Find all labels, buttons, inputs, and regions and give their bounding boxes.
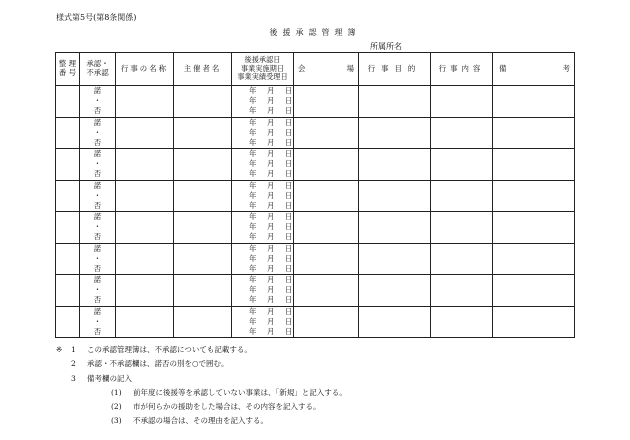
date-line [232, 307, 293, 317]
event-name-cell [116, 86, 174, 118]
content-cell [431, 117, 493, 149]
date-line [232, 128, 293, 138]
purpose-cell [359, 275, 431, 307]
date-part: 月 [267, 96, 275, 106]
date-part: 日 [285, 316, 293, 326]
date-part: 月 [267, 149, 275, 159]
col-dates-line: 事業実績受理日 [237, 72, 288, 82]
venue-cell [294, 86, 359, 118]
organizer-cell [174, 243, 232, 275]
approval-mark: ・ [93, 190, 102, 200]
approval-mark: 否 [93, 106, 102, 116]
approval-mark: ・ [93, 222, 102, 232]
purpose-cell [359, 117, 431, 149]
content-cell [431, 180, 493, 212]
remarks-cell [493, 117, 575, 149]
approval-mark: ・ [93, 127, 102, 137]
date-part: 月 [267, 106, 275, 116]
approval-mark: 否 [93, 232, 102, 242]
date-part: 月 [267, 275, 275, 285]
date-part: 日 [285, 326, 293, 336]
form-number: 様式第5号(第8条関係) [56, 13, 137, 22]
approval-mark: 諾 [93, 86, 102, 96]
dates-cell [232, 149, 294, 181]
remarks-cell [493, 149, 575, 181]
remarks-cell [493, 180, 575, 212]
col-purpose-header: 行事目的 [359, 53, 431, 86]
col-dates-line: 後援承認日 [244, 55, 281, 65]
date-part: 日 [285, 180, 293, 190]
venue-cell [294, 275, 359, 307]
dates-cell [232, 243, 294, 275]
col-approval-line: 承認・ [86, 59, 109, 69]
date-part: 日 [285, 243, 293, 253]
approval-mark: 諾 [93, 117, 102, 127]
date-line [232, 327, 293, 337]
date-line [232, 149, 293, 159]
date-part: 日 [285, 96, 293, 106]
approval-mark: 諾 [93, 149, 102, 159]
table-row [56, 117, 575, 149]
header-row [56, 53, 575, 86]
col-venue-char: 会 [298, 63, 306, 73]
remarks-cell [493, 212, 575, 244]
purpose-cell [359, 86, 431, 118]
event-name-cell [116, 117, 174, 149]
organizer-cell [174, 149, 232, 181]
approval-mark: 否 [93, 137, 102, 147]
purpose-cell [359, 212, 431, 244]
date-line [232, 232, 293, 242]
date-part: 年 [249, 263, 257, 273]
content-cell [431, 86, 493, 118]
date-line [232, 106, 293, 116]
date-part: 日 [285, 106, 293, 116]
approval-mark: 諾 [93, 275, 102, 285]
date-part: 月 [267, 285, 275, 295]
date-part: 月 [267, 127, 275, 137]
dates-cell [232, 180, 294, 212]
date-line [232, 212, 293, 222]
register-body [56, 86, 575, 338]
date-part: 日 [285, 169, 293, 179]
date-part: 年 [249, 200, 257, 210]
approval-cell [80, 243, 116, 275]
note-number: 2 [71, 359, 76, 369]
date-part: 年 [249, 253, 257, 263]
approval-cell [80, 306, 116, 338]
approval-mark: ・ [93, 316, 102, 326]
date-part: 月 [267, 137, 275, 147]
date-line [232, 201, 293, 211]
purpose-cell [359, 243, 431, 275]
note-subnumber: (3) [111, 416, 122, 426]
remarks-cell [493, 275, 575, 307]
date-line [232, 295, 293, 305]
date-line [232, 86, 293, 96]
number-cell [56, 306, 80, 338]
date-part: 日 [285, 253, 293, 263]
date-line [232, 191, 293, 201]
date-part: 月 [267, 169, 275, 179]
dates-cell [232, 117, 294, 149]
remarks-cell [493, 86, 575, 118]
date-part: 月 [267, 190, 275, 200]
number-cell [56, 149, 80, 181]
purpose-cell [359, 180, 431, 212]
note-subtext: 不承認の場合は、その理由を記入する。 [133, 416, 268, 426]
date-line [232, 181, 293, 191]
date-part: 年 [249, 96, 257, 106]
date-part: 年 [249, 169, 257, 179]
purpose-cell [359, 306, 431, 338]
col-remarks-char: 備 [499, 63, 507, 73]
number-cell [56, 243, 80, 275]
affiliation-label: 所属所名 [370, 42, 402, 51]
table-row [56, 86, 575, 118]
event-name-cell [116, 180, 174, 212]
approval-cell [80, 212, 116, 244]
document-title: 後援承認管理簿 [269, 28, 361, 37]
date-part: 年 [249, 159, 257, 169]
date-part: 年 [249, 306, 257, 316]
date-line [232, 275, 293, 285]
organizer-cell [174, 117, 232, 149]
col-dates-header [232, 53, 294, 86]
note-number: 1 [71, 345, 76, 354]
date-part: 年 [249, 117, 257, 127]
date-part: 年 [249, 149, 257, 159]
date-part: 月 [267, 295, 275, 305]
date-part: 日 [285, 263, 293, 273]
approval-mark: 諾 [93, 180, 102, 190]
number-cell [56, 86, 80, 118]
date-part: 月 [267, 212, 275, 222]
approval-cell [80, 86, 116, 118]
col-number-line: 整 理 [58, 59, 77, 69]
number-cell [56, 275, 80, 307]
remarks-cell [493, 243, 575, 275]
note-text: 備考欄の記入 [87, 373, 132, 383]
approval-mark: 否 [93, 263, 102, 273]
date-part: 日 [285, 222, 293, 232]
date-part: 月 [267, 86, 275, 96]
date-part: 年 [249, 243, 257, 253]
date-part: 年 [249, 295, 257, 305]
col-dates-line: 事業実施期日 [240, 63, 285, 73]
date-part: 日 [285, 285, 293, 295]
note-subtext: 市が何らかの援助をした場合は、その内容を記入する。 [133, 402, 321, 412]
content-cell [431, 306, 493, 338]
date-part: 日 [285, 117, 293, 127]
number-cell [56, 212, 80, 244]
date-part: 年 [249, 106, 257, 116]
date-line [232, 159, 293, 169]
date-part: 日 [285, 190, 293, 200]
table-row [56, 180, 575, 212]
date-line [232, 285, 293, 295]
venue-cell [294, 149, 359, 181]
date-part: 日 [285, 86, 293, 96]
venue-cell [294, 180, 359, 212]
table-row [56, 212, 575, 244]
remarks-cell [493, 306, 575, 338]
organizer-cell [174, 212, 232, 244]
table-row [56, 149, 575, 181]
date-part: 月 [267, 243, 275, 253]
approval-cell [80, 275, 116, 307]
event-name-cell [116, 306, 174, 338]
date-part: 年 [249, 275, 257, 285]
event-name-cell [116, 149, 174, 181]
organizer-cell [174, 86, 232, 118]
note-subnumber: (1) [111, 387, 122, 397]
date-part: 年 [249, 190, 257, 200]
approval-mark: 否 [93, 169, 102, 179]
date-part: 月 [267, 222, 275, 232]
col-venue-char: 場 [346, 63, 354, 73]
approval-mark: 否 [93, 200, 102, 210]
venue-cell [294, 212, 359, 244]
date-part: 日 [285, 306, 293, 316]
date-line [232, 96, 293, 106]
date-line [232, 138, 293, 148]
date-part: 日 [285, 275, 293, 285]
date-part: 月 [267, 232, 275, 242]
note-subnumber: (2) [111, 402, 122, 412]
col-approval-line: 不承認 [86, 68, 109, 77]
approval-mark: 諾 [93, 306, 102, 316]
content-cell [431, 212, 493, 244]
approval-mark: ・ [93, 253, 102, 263]
date-part: 月 [267, 159, 275, 169]
note-text: 承認・不承認欄は、諾否の別を○で囲む。 [87, 359, 229, 369]
table-row [56, 306, 575, 338]
date-line [232, 222, 293, 232]
approval-mark: 否 [93, 295, 102, 305]
organizer-cell [174, 180, 232, 212]
date-line [232, 169, 293, 179]
date-part: 月 [267, 200, 275, 210]
date-part: 日 [285, 212, 293, 222]
col-event-name-header: 行事の名称 [116, 53, 174, 86]
date-part: 年 [249, 127, 257, 137]
col-venue-header [294, 53, 359, 86]
date-part: 日 [285, 127, 293, 137]
col-number-line: 番 号 [58, 68, 77, 77]
date-line [232, 244, 293, 254]
dates-cell [232, 212, 294, 244]
approval-mark: ・ [93, 96, 102, 106]
note-number: 3 [71, 373, 76, 383]
approval-mark: 諾 [93, 212, 102, 222]
date-part: 月 [267, 117, 275, 127]
date-part: 月 [267, 253, 275, 263]
approval-register-table [55, 52, 575, 338]
number-cell [56, 117, 80, 149]
date-part: 年 [249, 212, 257, 222]
content-cell [431, 243, 493, 275]
venue-cell [294, 306, 359, 338]
approval-mark: ・ [93, 285, 102, 295]
note-subtext: 前年度に後援等を承認していない事業は、「新規」と記入する。 [133, 387, 347, 397]
date-line [232, 317, 293, 327]
venue-cell [294, 243, 359, 275]
approval-cell [80, 149, 116, 181]
col-remarks-char: 考 [562, 63, 570, 73]
date-line [232, 118, 293, 128]
note-mark: ※ [56, 345, 63, 354]
venue-cell [294, 117, 359, 149]
organizer-cell [174, 275, 232, 307]
date-part: 年 [249, 316, 257, 326]
content-cell [431, 149, 493, 181]
dates-cell [232, 275, 294, 307]
organizer-cell [174, 306, 232, 338]
approval-mark: 諾 [93, 243, 102, 253]
date-part: 月 [267, 263, 275, 273]
date-part: 年 [249, 232, 257, 242]
date-line [232, 264, 293, 274]
content-cell [431, 275, 493, 307]
dates-cell [232, 86, 294, 118]
date-part: 月 [267, 316, 275, 326]
date-part: 年 [249, 180, 257, 190]
date-part: 日 [285, 149, 293, 159]
date-part: 日 [285, 137, 293, 147]
event-name-cell [116, 212, 174, 244]
event-name-cell [116, 243, 174, 275]
col-organizer-header: 主催者名 [174, 53, 232, 86]
note-text: この承認管理簿は、不承認についても記載する。 [87, 345, 252, 354]
col-number-header [56, 53, 80, 86]
date-part: 年 [249, 222, 257, 232]
purpose-cell [359, 149, 431, 181]
table-row [56, 243, 575, 275]
date-part: 日 [285, 159, 293, 169]
date-part: 日 [285, 295, 293, 305]
approval-mark: 否 [93, 326, 102, 336]
date-part: 年 [249, 285, 257, 295]
approval-mark: ・ [93, 159, 102, 169]
date-part: 月 [267, 326, 275, 336]
date-line [232, 254, 293, 264]
date-part: 月 [267, 306, 275, 316]
date-part: 月 [267, 180, 275, 190]
number-cell [56, 180, 80, 212]
col-approval-header [80, 53, 116, 86]
date-part: 年 [249, 137, 257, 147]
approval-cell [80, 117, 116, 149]
col-content-header: 行事内容 [431, 53, 493, 86]
table-row [56, 275, 575, 307]
approval-cell [80, 180, 116, 212]
date-part: 年 [249, 86, 257, 96]
col-remarks-header [493, 53, 575, 86]
date-part: 日 [285, 232, 293, 242]
dates-cell [232, 306, 294, 338]
date-part: 年 [249, 326, 257, 336]
event-name-cell [116, 275, 174, 307]
date-part: 日 [285, 200, 293, 210]
